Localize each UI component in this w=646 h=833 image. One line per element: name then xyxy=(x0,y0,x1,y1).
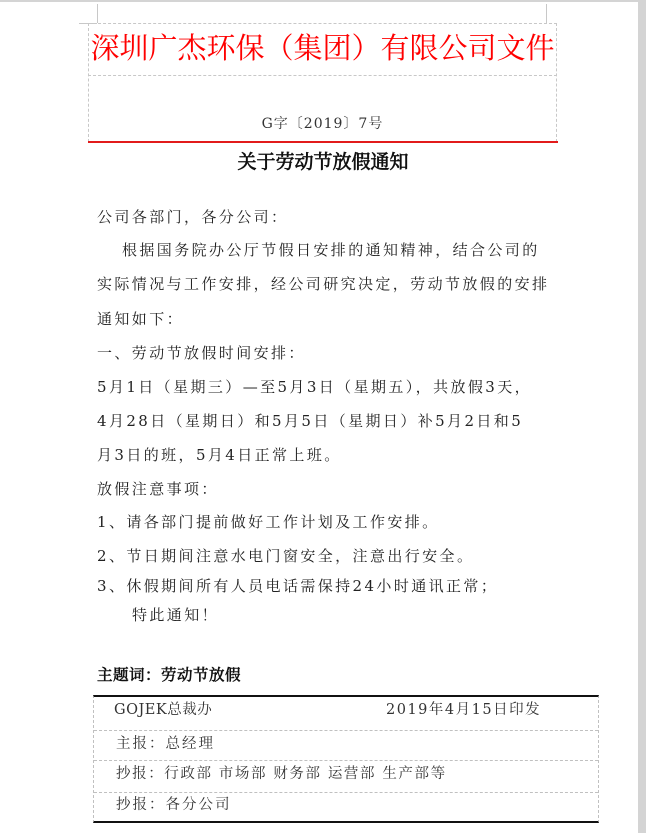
main-report-text: 主报：总经理 xyxy=(116,736,215,752)
vertical-scrollbar[interactable] xyxy=(638,0,646,833)
issue-date: 2019年4月15日印发 xyxy=(386,702,542,718)
distribution-table xyxy=(93,695,599,823)
crop-mark-right-vertical xyxy=(546,4,547,23)
document-title: 关于劳动节放假通知 xyxy=(237,151,409,173)
body-paragraph: 通知如下： xyxy=(97,310,185,328)
body-paragraph: 1、请各部门提前做好工作计划及工作安排。 xyxy=(97,513,440,531)
letterhead-divider xyxy=(88,75,557,76)
issuer-row xyxy=(94,697,598,730)
body-paragraph: 根据国务院办公厅节假日安排的通知精神，结合公司的 xyxy=(122,241,540,259)
subject-keywords: 主题词：劳动节放假 xyxy=(97,666,242,684)
body-paragraph: 一、劳动节放假时间安排： xyxy=(97,344,306,362)
letterhead-red-rule xyxy=(88,141,558,143)
copy-departments-text: 抄报：行政部 市场部 财务部 运营部 生产部等 xyxy=(116,766,447,782)
crop-mark-left-vertical xyxy=(97,4,98,23)
body-paragraph: 3、休假期间所有人员电话需保持24小时通讯正常； xyxy=(97,577,499,595)
body-paragraph: 放假注意事项： xyxy=(97,480,219,498)
copy-branches-text: 抄报：各分公司 xyxy=(116,797,232,813)
body-paragraph: 公司各部门，各分公司： xyxy=(97,208,289,226)
body-paragraph: 特此通知！ xyxy=(132,606,220,624)
document-number: G字〔2019〕7号 xyxy=(261,116,384,132)
organization-title: 深圳广杰环保（集团）有限公司文件 xyxy=(90,31,555,65)
body-paragraph: 5月1日（星期三）—至5月3日（星期五），共放假3天， xyxy=(97,378,533,396)
window-top-edge xyxy=(0,0,646,2)
main-report-row xyxy=(94,730,598,760)
copy-branches-row xyxy=(94,792,598,823)
copy-departments-row xyxy=(94,760,598,792)
body-paragraph: 月3日的班，5月4日正常上班。 xyxy=(97,446,342,464)
issuer-office: GOJEK总裁办 xyxy=(114,702,213,718)
body-paragraph: 实际情况与工作安排，经公司研究决定，劳动节放假的安排 xyxy=(97,275,550,293)
body-paragraph: 4月28日（星期日）和5月5日（星期日）补5月2日和5 xyxy=(97,412,524,430)
body-paragraph: 2、节日期间注意水电门窗安全，注意出行安全。 xyxy=(97,547,475,565)
